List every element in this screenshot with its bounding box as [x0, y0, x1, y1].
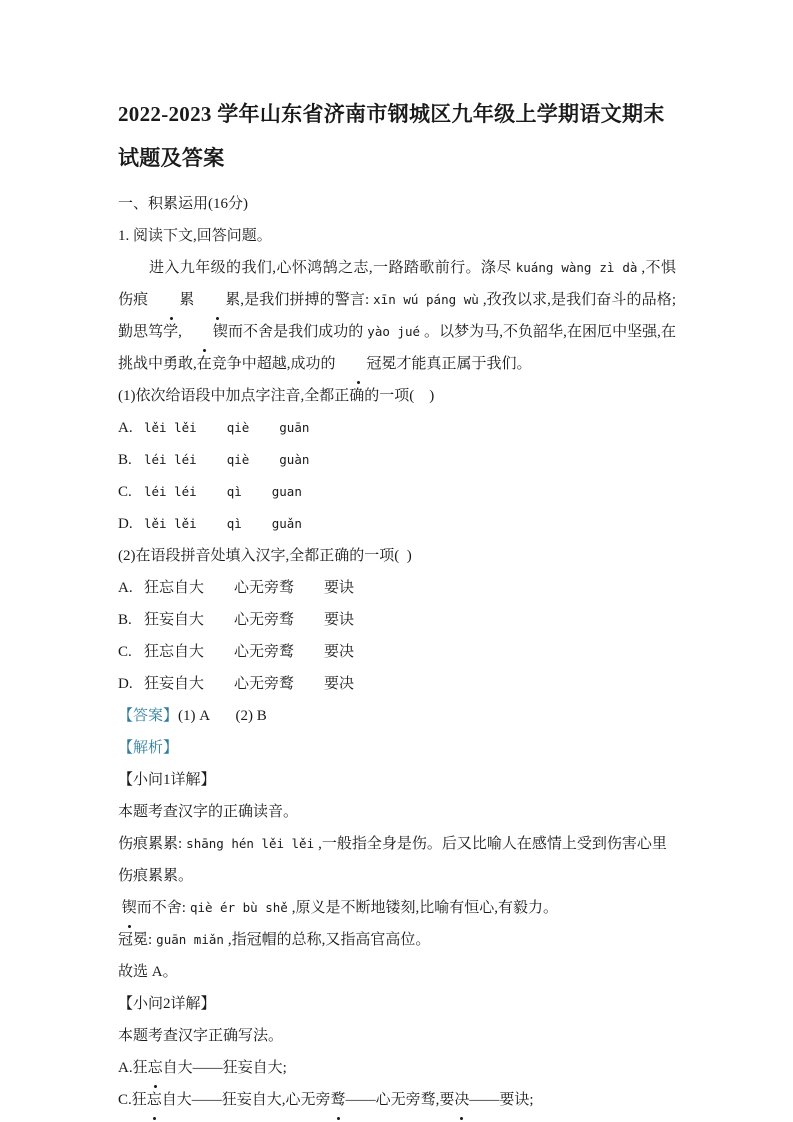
option-word: 要决	[324, 676, 355, 692]
pinyin-option	[118, 508, 443, 540]
text-run: 本题考查汉字正确写法。	[118, 1028, 284, 1044]
option-word: 狂妄自大	[144, 612, 205, 628]
option-word: 心无旁鹜	[234, 676, 295, 692]
option-label: B.	[118, 452, 132, 468]
text-run: 自大——狂妄自大;	[162, 1060, 287, 1076]
text-run: ,是我们拼搏的警言:	[240, 292, 370, 308]
text-run: ,一般指全身是伤。后又比喻人在感情上受到伤害心里伤痕累累。	[118, 836, 667, 884]
pinyin-text: qiè	[226, 420, 250, 435]
text-line	[118, 988, 676, 1020]
text-run: ,孜孜以求,是我们奋斗的品格;勤思笃学,	[118, 292, 676, 340]
option-word: 要诀	[324, 580, 355, 596]
option-label: A.	[118, 420, 133, 436]
text-run: ——要诀;	[469, 1092, 534, 1108]
pinyin-text: xīn wú páng wù	[373, 292, 479, 307]
pinyin-text: léi léi	[144, 484, 197, 499]
emphasized-text: 忘	[147, 1092, 162, 1108]
text-run: 本题考查汉字的正确读音。	[118, 804, 299, 820]
hanzi-option-row	[118, 572, 676, 604]
text-run: (2)在语段拼音处填入汉字,全都正确的一项( )	[118, 548, 412, 564]
pinyin-option-row	[118, 476, 676, 540]
pinyin-text: qì	[226, 516, 242, 531]
pinyin-text: kuáng wàng zì dà	[515, 260, 638, 275]
text-line	[118, 1084, 676, 1116]
text-line	[118, 732, 676, 764]
pinyin-option	[118, 444, 443, 476]
option-word: 心无旁骛	[234, 580, 295, 596]
text-run: ,原义是不断地镂刻,比喻有恒心,有毅力。	[291, 900, 559, 916]
option-word: 心无旁骛	[234, 612, 295, 628]
emphasized-text: 忘	[148, 1060, 163, 1076]
text-run: 冠冕:	[118, 932, 153, 948]
emphasized-text: 冠	[336, 356, 382, 372]
hanzi-option-row	[118, 636, 676, 668]
option-word: 要决	[324, 644, 355, 660]
text-run: 1. 阅读下文,回答问题。	[118, 228, 272, 244]
text-run: 冕才能真正属于我们。	[381, 356, 532, 372]
text-run: C.狂	[118, 1092, 147, 1108]
pinyin-text: guān	[279, 420, 310, 435]
document-body	[118, 188, 676, 1116]
option-word: 狂妄自大	[144, 676, 205, 692]
pinyin-text: yào jué	[367, 324, 421, 339]
text-run: ,不惧伤痕	[118, 260, 676, 308]
text-run: (1)依次给语段中加点字注音,全都正确的一项( )	[118, 388, 435, 404]
section-label: 【解析】	[118, 740, 179, 756]
text-line	[118, 1052, 676, 1084]
pinyin-option-row	[118, 412, 676, 476]
text-run: 自大——狂妄自大,心无旁	[161, 1092, 331, 1108]
pinyin-option	[118, 476, 443, 508]
text-line	[118, 764, 676, 796]
option-label: B.	[118, 612, 132, 628]
text-line	[118, 1020, 676, 1052]
text-run: 。以梦为马,不负韶华,在困厄中坚强,在挑战中勇敢,在竞争中超越,成功的	[118, 324, 676, 372]
text-run: 一、积累运用(16分)	[118, 196, 248, 212]
pinyin-text: guǎn	[271, 516, 302, 531]
option-label: D.	[118, 516, 133, 532]
emphasized-text: 锲	[182, 324, 228, 340]
emphasized-text: 累 累	[148, 292, 240, 308]
pinyin-text: lěi lěi	[144, 420, 197, 435]
text-line	[118, 540, 676, 572]
text-line	[118, 188, 676, 220]
option-word: 要诀	[324, 612, 355, 628]
emphasized-text: 决	[454, 1092, 469, 1108]
text-run: 进入九年级的我们,心怀鸿鹄之志,一路踏歌前行。涤尽	[149, 260, 512, 276]
text-run: 而不舍是我们成功的	[227, 324, 364, 340]
text-run: (1) A (2) B	[178, 708, 267, 724]
text-run: 【小问2详解】	[118, 996, 216, 1012]
option-label: C.	[118, 484, 132, 500]
pinyin-option	[118, 412, 443, 444]
text-run: 伤痕累累:	[118, 836, 183, 852]
text-run: 故选 A。	[118, 964, 178, 980]
text-line	[118, 892, 676, 924]
text-run: ——心无旁骛,要	[345, 1092, 455, 1108]
text-line	[118, 924, 676, 956]
pinyin-text: lěi lěi	[144, 516, 197, 531]
pinyin-text: guan	[271, 484, 302, 499]
text-run: 而不舍:	[136, 900, 186, 916]
pinyin-text: léi léi	[144, 452, 197, 467]
document-title: 2022-2023 学年山东省济南市钢城区九年级上学期语文期末试题及答案	[118, 102, 665, 170]
text-run: ,指冠帽的总称,又指高官高位。	[227, 932, 431, 948]
text-run: A.狂	[118, 1060, 148, 1076]
text-line	[118, 796, 676, 828]
option-word: 狂忘自大	[144, 580, 205, 596]
pinyin-text: guān miǎn	[156, 932, 224, 947]
hanzi-option-row	[118, 604, 676, 636]
option-label: A.	[118, 580, 133, 596]
pinyin-text: qiè	[226, 452, 250, 467]
option-word: 心无旁鹜	[234, 644, 295, 660]
text-line	[118, 700, 676, 732]
text-run: 【小问1详解】	[118, 772, 216, 788]
pinyin-text: qiè ér bù shě	[189, 900, 288, 915]
hanzi-option-row	[118, 668, 676, 700]
option-label: C.	[118, 644, 132, 660]
pinyin-text: guàn	[279, 452, 310, 467]
pinyin-text: shāng hén lěi lěi	[186, 836, 315, 851]
pinyin-text: qì	[226, 484, 242, 499]
text-line	[118, 220, 676, 252]
emphasized-text: 锲	[122, 900, 137, 916]
option-word: 狂忘自大	[144, 644, 205, 660]
section-label: 【答案】	[118, 708, 179, 724]
text-line	[118, 956, 676, 988]
passage-paragraph	[118, 252, 676, 380]
emphasized-text: 鹜	[331, 1092, 346, 1108]
option-label: D.	[118, 676, 133, 692]
text-line	[118, 828, 676, 892]
text-line	[118, 380, 676, 412]
